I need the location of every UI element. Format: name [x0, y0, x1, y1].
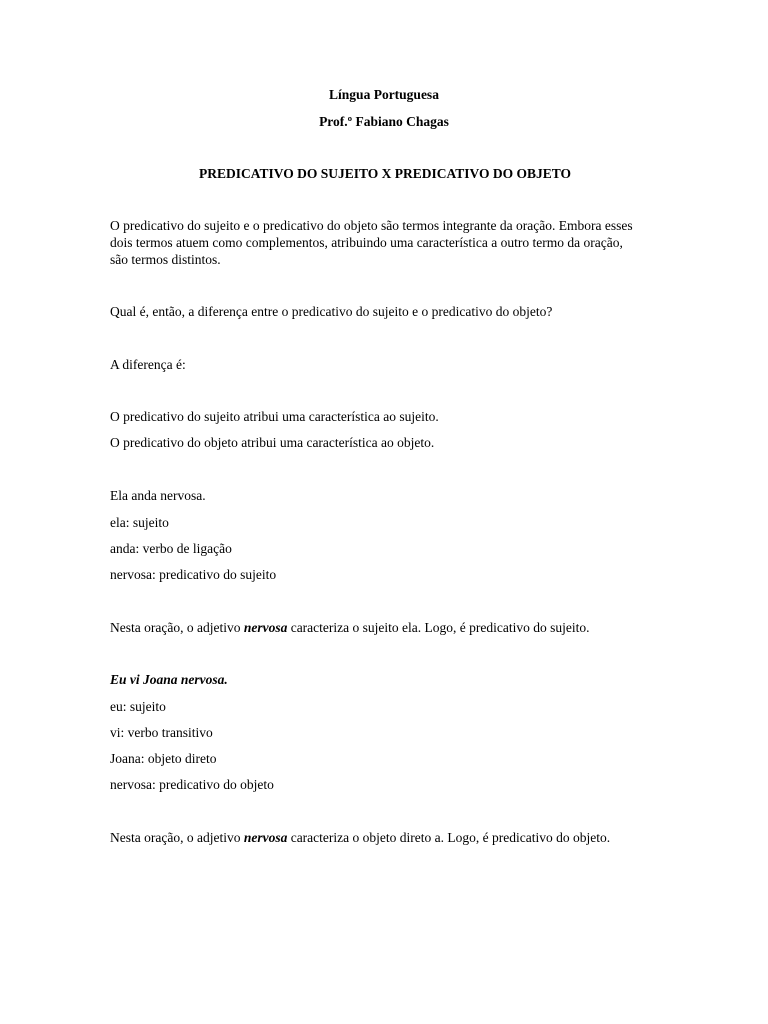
intro-line-3: são termos distintos. — [110, 252, 221, 267]
example2-explanation-before: Nesta oração, o adjetivo — [110, 830, 244, 845]
example1-analysis-2: anda: verbo de ligação — [110, 541, 232, 556]
example1-analysis-3: nervosa: predicativo do sujeito — [110, 567, 277, 582]
example2-analysis-2: vi: verbo transitivo — [110, 725, 213, 740]
example2-explanation-after: caracteriza o objeto direto a. Logo, é predicativo do objeto. — [287, 830, 611, 845]
example2-explanation-emphasis: nervosa — [243, 830, 288, 845]
difference-subject: O predicativo do sujeito atribui uma característica ao sujeito. — [110, 409, 439, 424]
answer-intro: A diferença é: — [110, 357, 186, 372]
intro-line-2: dois termos atuem como complementos, atribuindo uma característica a outro termo da oração, — [110, 235, 623, 250]
example2-explanation — [110, 829, 610, 846]
question-text: Qual é, então, a diferença entre o predicativo do sujeito e o predicativo do objeto? — [110, 304, 553, 319]
intro-line-1: O predicativo do sujeito e o predicativo do objeto são termos integrante da oração. Embora esses — [110, 218, 633, 233]
example1-explanation-after: caracteriza o sujeito ela. Logo, é predicativo do sujeito. — [287, 620, 590, 635]
teacher-heading: Prof.º Fabiano Chagas — [319, 114, 449, 129]
example1-sentence: Ela anda nervosa. — [110, 488, 206, 503]
example1-analysis-1: ela: sujeito — [110, 515, 169, 530]
example2-sentence: Eu vi Joana nervosa. — [110, 672, 228, 687]
example1-explanation-emphasis: nervosa — [243, 620, 288, 635]
example2-analysis-1: eu: sujeito — [110, 699, 166, 714]
example1-explanation-before: Nesta oração, o adjetivo — [110, 620, 244, 635]
example2-analysis-3: Joana: objeto direto — [110, 751, 217, 766]
document-title: PREDICATIVO DO SUJEITO X PREDICATIVO DO OBJETO — [198, 166, 572, 181]
example1-explanation — [110, 619, 589, 636]
example2-analysis-4: nervosa: predicativo do objeto — [110, 777, 274, 792]
difference-object: O predicativo do objeto atribui uma característica ao objeto. — [110, 435, 435, 450]
subject-heading: Língua Portuguesa — [329, 87, 439, 102]
